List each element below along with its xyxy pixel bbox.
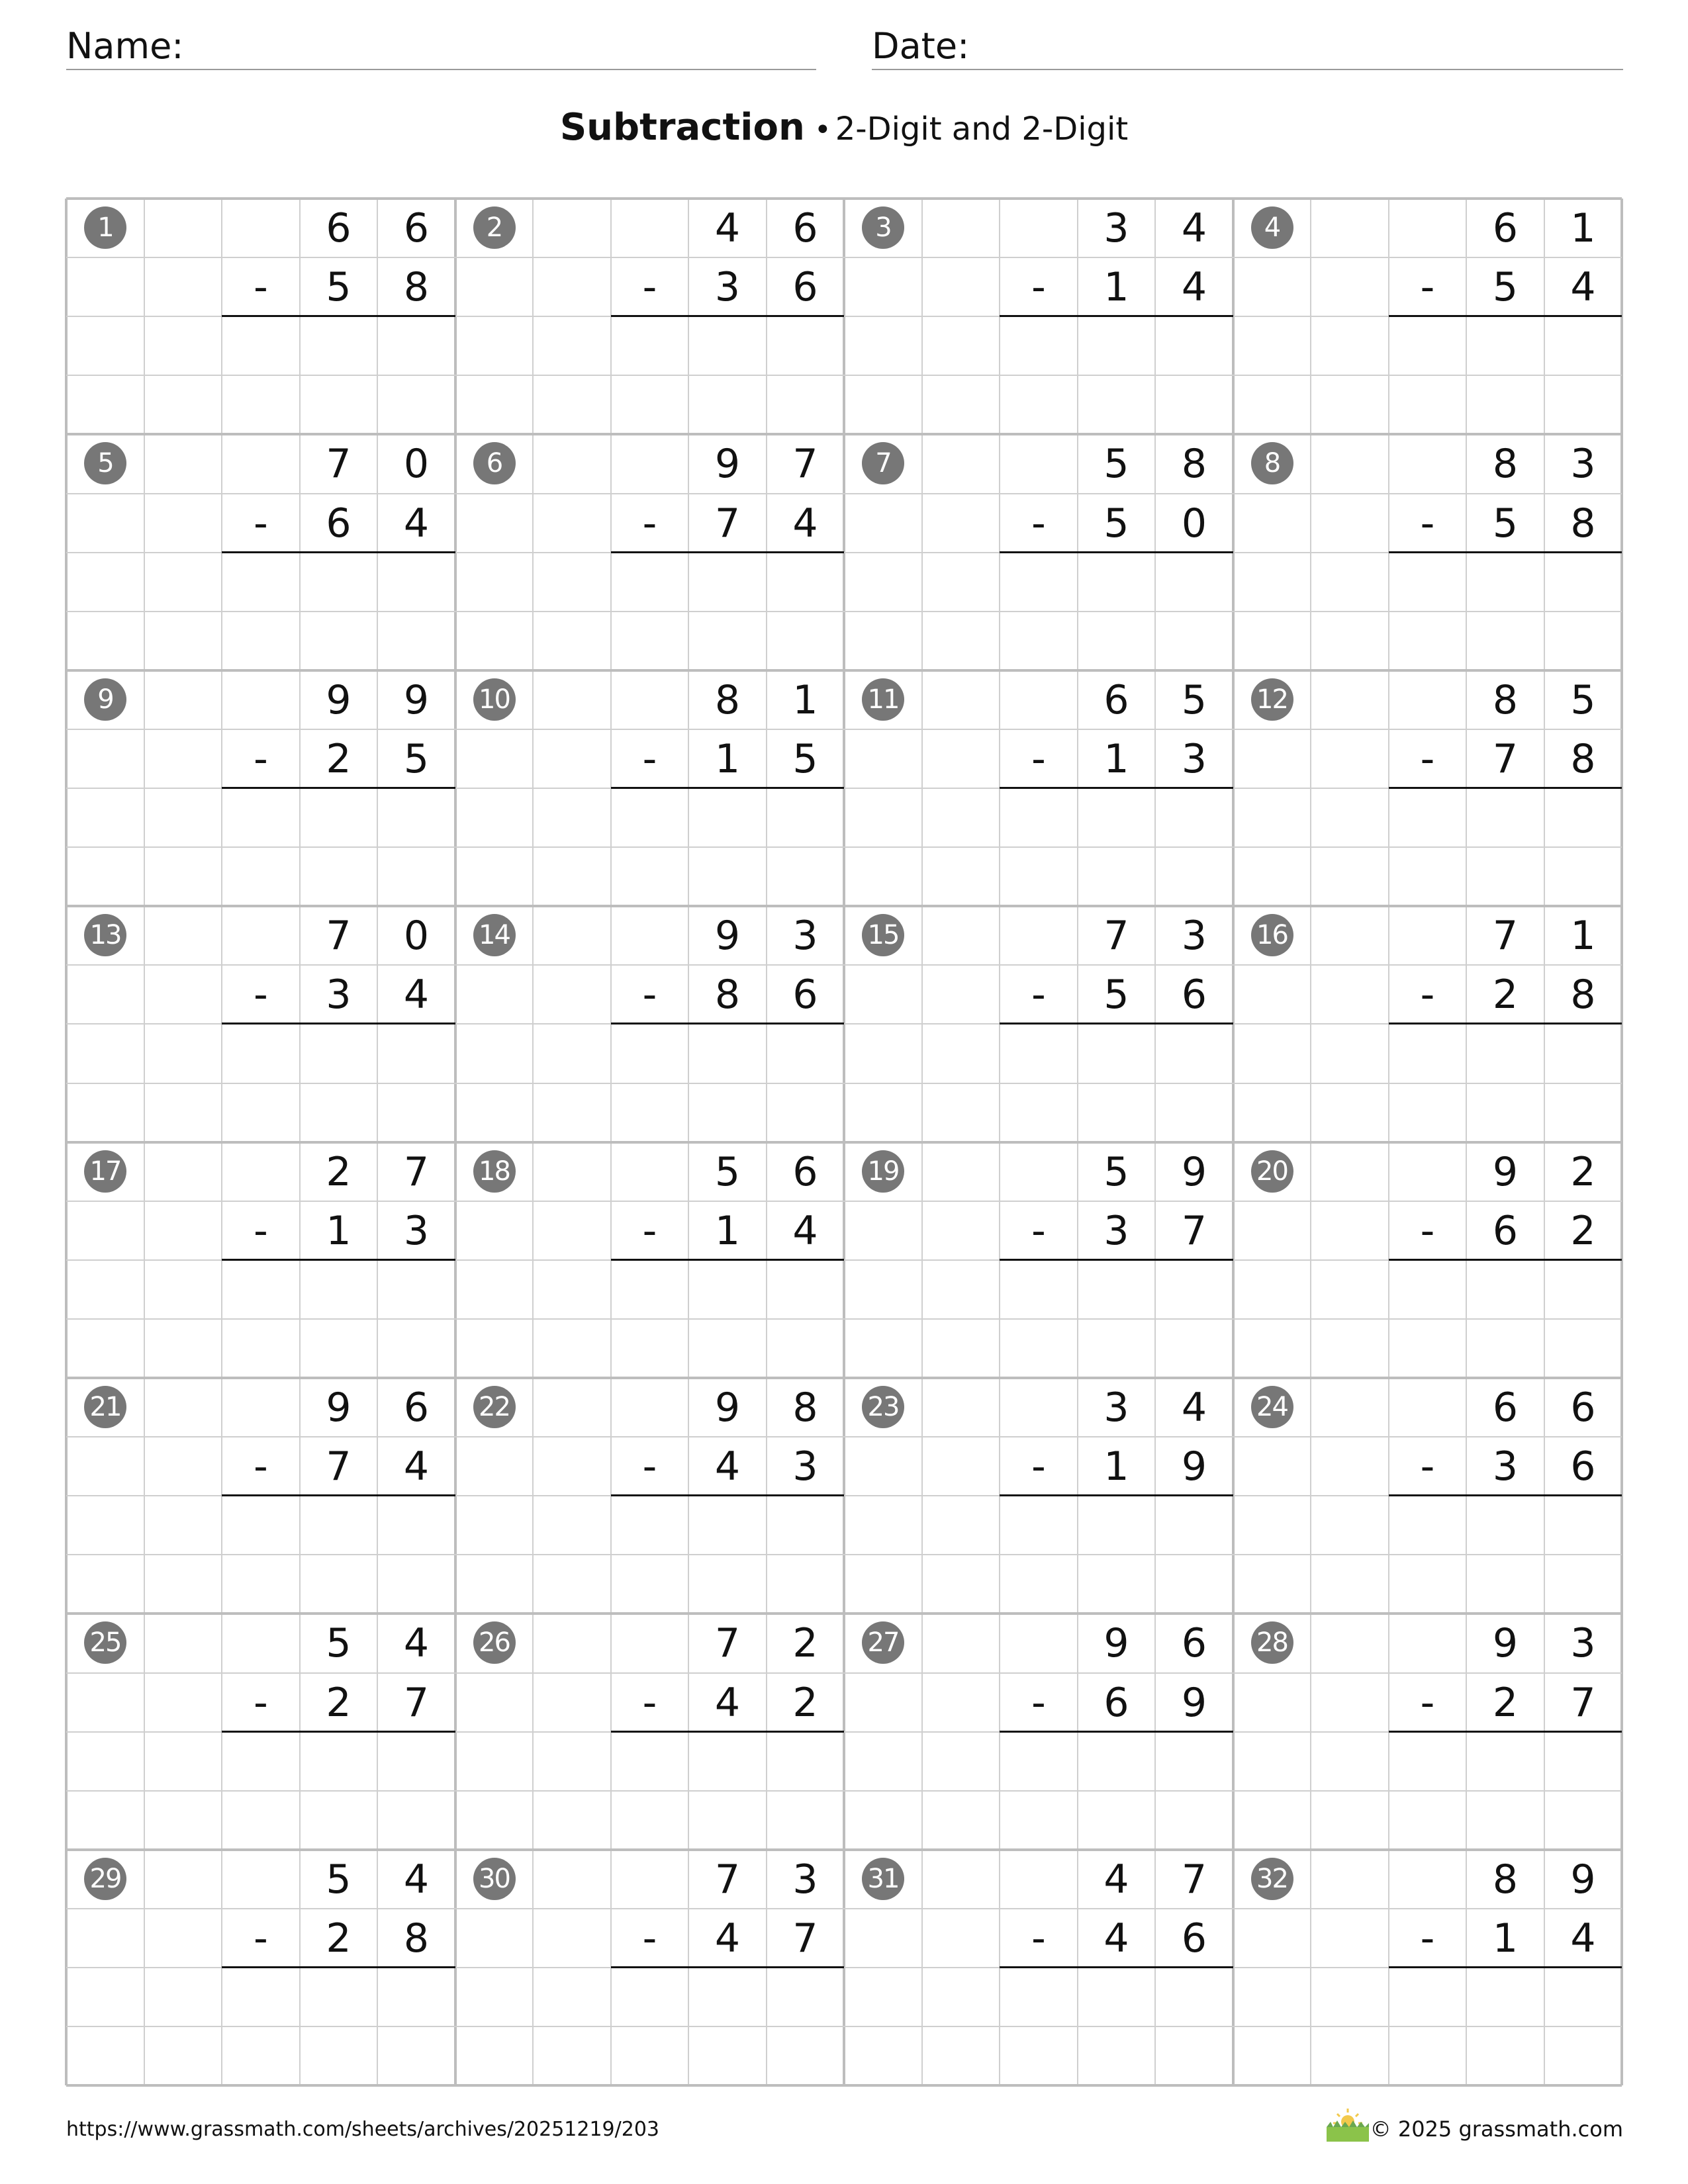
date-label: Date: [872, 25, 970, 67]
answer-underline [222, 1023, 455, 1024]
problem-number-badge: 25 [84, 1621, 126, 1664]
answer-underline [222, 787, 455, 789]
subtrahend-tens-digit: 4 [1103, 1915, 1129, 1962]
subtrahend-ones-digit: 8 [403, 264, 430, 311]
minuend-ones-digit: 5 [1570, 676, 1596, 723]
answer-underline [222, 1731, 455, 1733]
problem-number-badge: 7 [862, 442, 904, 484]
minuend-tens-digit: 7 [714, 1856, 741, 1903]
answer-underline [1389, 315, 1622, 317]
minus-sign: - [1031, 1207, 1046, 1254]
minus-sign: - [1031, 735, 1046, 782]
title-main: Subtraction [559, 106, 805, 149]
answer-underline [1000, 315, 1233, 317]
answer-underline [1389, 1494, 1622, 1496]
subtrahend-ones-digit: 6 [1181, 1915, 1207, 1962]
minus-sign: - [642, 1915, 657, 1962]
subtrahend-ones-digit: 4 [403, 1443, 430, 1490]
grid-hline [66, 493, 1622, 494]
minuend-tens-digit: 5 [714, 1148, 741, 1195]
minus-sign: - [254, 1443, 268, 1490]
problem-number-badge: 29 [84, 1858, 126, 1900]
subtrahend-tens-digit: 1 [714, 1207, 741, 1254]
answer-underline [222, 1494, 455, 1496]
problem-number-badge: 16 [1251, 914, 1293, 956]
minuend-ones-digit: 9 [1181, 1148, 1207, 1195]
answer-underline [1000, 1731, 1233, 1733]
subtrahend-tens-digit: 2 [1492, 1679, 1519, 1726]
answer-underline [1000, 1023, 1233, 1024]
minuend-tens-digit: 9 [1492, 1148, 1519, 1195]
subtrahend-tens-digit: 5 [1492, 500, 1519, 547]
minuend-tens-digit: 5 [326, 1620, 352, 1667]
grid-hline [66, 1141, 1622, 1144]
minuend-tens-digit: 9 [1103, 1620, 1129, 1667]
minuend-tens-digit: 6 [1492, 205, 1519, 251]
answer-underline [222, 551, 455, 553]
subtrahend-tens-digit: 2 [326, 1915, 352, 1962]
problem-number-badge: 22 [473, 1386, 516, 1428]
answer-underline [1389, 551, 1622, 553]
minuend-tens-digit: 8 [1492, 676, 1519, 723]
subtrahend-tens-digit: 1 [326, 1207, 352, 1254]
minuend-ones-digit: 5 [1181, 676, 1207, 723]
problem-number-badge: 15 [862, 914, 904, 956]
subtrahend-ones-digit: 4 [1181, 264, 1207, 311]
minus-sign: - [1420, 500, 1435, 547]
grid-hline [66, 2084, 1622, 2087]
subtrahend-tens-digit: 5 [1492, 264, 1519, 311]
minus-sign: - [254, 972, 268, 1019]
minuend-tens-digit: 9 [714, 913, 741, 960]
grid-hline [66, 1790, 1622, 1792]
subtrahend-tens-digit: 5 [1103, 972, 1129, 1019]
answer-underline [611, 1259, 845, 1261]
problem-number-badge: 19 [862, 1150, 904, 1193]
minus-sign: - [642, 972, 657, 1019]
minus-sign: - [1420, 1207, 1435, 1254]
problem-number-badge: 26 [473, 1621, 516, 1664]
minuend-tens-digit: 5 [326, 1856, 352, 1903]
subtrahend-ones-digit: 8 [1570, 735, 1596, 782]
subtrahend-tens-digit: 2 [326, 735, 352, 782]
minuend-ones-digit: 7 [403, 1148, 430, 1195]
subtrahend-tens-digit: 2 [1492, 972, 1519, 1019]
answer-underline [611, 1494, 845, 1496]
grid-hline [66, 1083, 1622, 1084]
answer-underline [222, 1966, 455, 1968]
subtrahend-ones-digit: 3 [1181, 735, 1207, 782]
minuend-ones-digit: 8 [1181, 441, 1207, 488]
minuend-ones-digit: 4 [403, 1856, 430, 1903]
minus-sign: - [1031, 1679, 1046, 1726]
minuend-tens-digit: 6 [1103, 676, 1129, 723]
minus-sign: - [254, 735, 268, 782]
minus-sign: - [1031, 264, 1046, 311]
answer-underline [1000, 787, 1233, 789]
subtrahend-tens-digit: 3 [714, 264, 741, 311]
minuend-tens-digit: 3 [1103, 205, 1129, 251]
subtrahend-tens-digit: 6 [1103, 1679, 1129, 1726]
minuend-ones-digit: 4 [1181, 205, 1207, 251]
problem-number-badge: 3 [862, 206, 904, 249]
answer-underline [1000, 1494, 1233, 1496]
answer-underline [1389, 1731, 1622, 1733]
subtrahend-ones-digit: 2 [1570, 1207, 1596, 1254]
subtrahend-ones-digit: 7 [792, 1915, 818, 1962]
minus-sign: - [254, 1915, 268, 1962]
minus-sign: - [1031, 972, 1046, 1019]
minus-sign: - [254, 264, 268, 311]
subtrahend-tens-digit: 3 [1103, 1207, 1129, 1254]
minus-sign: - [1031, 1443, 1046, 1490]
minuend-ones-digit: 6 [792, 205, 818, 251]
minuend-ones-digit: 1 [1570, 913, 1596, 960]
answer-underline [1389, 1966, 1622, 1968]
minuend-tens-digit: 7 [714, 1620, 741, 1667]
problem-number-badge: 2 [473, 206, 516, 249]
subtrahend-ones-digit: 6 [1181, 972, 1207, 1019]
subtrahend-ones-digit: 3 [403, 1207, 430, 1254]
minuend-ones-digit: 3 [1570, 441, 1596, 488]
minuend-ones-digit: 4 [403, 1620, 430, 1667]
problem-number-badge: 8 [1251, 442, 1293, 484]
subtrahend-ones-digit: 7 [1181, 1207, 1207, 1254]
name-label: Name: [66, 25, 184, 67]
minus-sign: - [1420, 264, 1435, 311]
answer-underline [222, 315, 455, 317]
answer-underline [222, 1259, 455, 1261]
subtrahend-tens-digit: 3 [326, 972, 352, 1019]
minuend-ones-digit: 3 [792, 1856, 818, 1903]
problem-number-badge: 6 [473, 442, 516, 484]
subtrahend-tens-digit: 6 [1492, 1207, 1519, 1254]
minuend-ones-digit: 0 [403, 441, 430, 488]
subtrahend-ones-digit: 4 [792, 500, 818, 547]
minuend-tens-digit: 9 [714, 1385, 741, 1431]
problem-number-badge: 13 [84, 914, 126, 956]
answer-underline [1000, 1259, 1233, 1261]
problem-number-badge: 28 [1251, 1621, 1293, 1664]
minus-sign: - [1031, 500, 1046, 547]
subtrahend-tens-digit: 1 [1103, 264, 1129, 311]
subtrahend-tens-digit: 4 [714, 1915, 741, 1962]
title-separator: • [814, 113, 831, 147]
minuend-ones-digit: 1 [1570, 205, 1596, 251]
minus-sign: - [1420, 1915, 1435, 1962]
minuend-ones-digit: 7 [1181, 1856, 1207, 1903]
minus-sign: - [1420, 1679, 1435, 1726]
problem-number-badge: 14 [473, 914, 516, 956]
minuend-ones-digit: 3 [1570, 1620, 1596, 1667]
subtrahend-ones-digit: 7 [403, 1679, 430, 1726]
minuend-ones-digit: 3 [1181, 913, 1207, 960]
subtrahend-ones-digit: 6 [792, 972, 818, 1019]
problem-number-badge: 10 [473, 678, 516, 721]
minuend-tens-digit: 4 [714, 205, 741, 251]
minuend-tens-digit: 5 [1103, 441, 1129, 488]
minuend-ones-digit: 6 [792, 1148, 818, 1195]
answer-underline [611, 551, 845, 553]
subtrahend-ones-digit: 6 [792, 264, 818, 311]
subtrahend-tens-digit: 4 [714, 1443, 741, 1490]
minus-sign: - [642, 1207, 657, 1254]
minuend-ones-digit: 2 [1570, 1148, 1596, 1195]
answer-underline [1389, 1259, 1622, 1261]
grid-hline [66, 257, 1622, 258]
minuend-tens-digit: 7 [326, 913, 352, 960]
grid-hline [66, 197, 1622, 200]
minuend-ones-digit: 1 [792, 676, 818, 723]
grid-hline [66, 1318, 1622, 1320]
subtrahend-tens-digit: 1 [1103, 735, 1129, 782]
minuend-tens-digit: 3 [1103, 1385, 1129, 1431]
answer-underline [1000, 1966, 1233, 1968]
minuend-tens-digit: 8 [1492, 1856, 1519, 1903]
problem-number-badge: 31 [862, 1858, 904, 1900]
subtrahend-tens-digit: 2 [326, 1679, 352, 1726]
problem-number-badge: 23 [862, 1386, 904, 1428]
problem-number-badge: 24 [1251, 1386, 1293, 1428]
minuend-ones-digit: 9 [403, 676, 430, 723]
subtrahend-ones-digit: 4 [1570, 1915, 1596, 1962]
problem-number-badge: 18 [473, 1150, 516, 1193]
minuend-tens-digit: 7 [1492, 913, 1519, 960]
subtrahend-ones-digit: 8 [1570, 500, 1596, 547]
answer-underline [611, 1023, 845, 1024]
minuend-tens-digit: 4 [1103, 1856, 1129, 1903]
minus-sign: - [1420, 1443, 1435, 1490]
minuend-ones-digit: 7 [792, 441, 818, 488]
footer-copyright: © 2025 grassmath.com [1370, 2116, 1623, 2142]
minuend-tens-digit: 6 [1492, 1385, 1519, 1431]
grid-hline [66, 1672, 1622, 1674]
problem-number-badge: 21 [84, 1386, 126, 1428]
subtrahend-ones-digit: 7 [1570, 1679, 1596, 1726]
minuend-ones-digit: 0 [403, 913, 430, 960]
grid-hline [66, 964, 1622, 966]
grid-hline [66, 433, 1622, 435]
subtrahend-tens-digit: 7 [326, 1443, 352, 1490]
answer-underline [1389, 787, 1622, 789]
minuend-ones-digit: 3 [792, 913, 818, 960]
answer-underline [611, 315, 845, 317]
answer-underline [1389, 1023, 1622, 1024]
problem-number-badge: 32 [1251, 1858, 1293, 1900]
subtrahend-tens-digit: 3 [1492, 1443, 1519, 1490]
subtrahend-ones-digit: 9 [1181, 1679, 1207, 1726]
minus-sign: - [642, 1443, 657, 1490]
problem-number-badge: 17 [84, 1150, 126, 1193]
subtrahend-ones-digit: 8 [403, 1915, 430, 1962]
grid-hline [66, 1377, 1622, 1379]
answer-underline [611, 1731, 845, 1733]
minuend-tens-digit: 9 [714, 441, 741, 488]
problem-number-badge: 1 [84, 206, 126, 249]
grid-hline [66, 1201, 1622, 1202]
grid-hline [66, 1612, 1622, 1615]
minuend-ones-digit: 2 [792, 1620, 818, 1667]
subtrahend-tens-digit: 5 [1103, 500, 1129, 547]
subtrahend-ones-digit: 5 [403, 735, 430, 782]
grid-hline [66, 669, 1622, 672]
minuend-ones-digit: 6 [403, 1385, 430, 1431]
minuend-tens-digit: 8 [714, 676, 741, 723]
grid-hline [66, 846, 1622, 848]
answer-underline [611, 787, 845, 789]
grid-hline [66, 2026, 1622, 2027]
answer-underline [1000, 551, 1233, 553]
subtrahend-ones-digit: 2 [792, 1679, 818, 1726]
minus-sign: - [642, 1679, 657, 1726]
subtrahend-ones-digit: 3 [792, 1443, 818, 1490]
minus-sign: - [1420, 972, 1435, 1019]
minuend-tens-digit: 9 [326, 1385, 352, 1431]
grass-sun-logo-icon [1324, 2105, 1372, 2144]
subtrahend-tens-digit: 1 [714, 735, 741, 782]
grid-hline [66, 1848, 1622, 1851]
minus-sign: - [642, 735, 657, 782]
subtrahend-ones-digit: 4 [403, 972, 430, 1019]
minus-sign: - [1420, 735, 1435, 782]
grid-hline [66, 1908, 1622, 1909]
grid-hline [66, 729, 1622, 730]
problem-number-badge: 5 [84, 442, 126, 484]
subtrahend-tens-digit: 6 [326, 500, 352, 547]
subtrahend-ones-digit: 6 [1570, 1443, 1596, 1490]
subtrahend-ones-digit: 4 [403, 500, 430, 547]
subtrahend-tens-digit: 7 [1492, 735, 1519, 782]
minuend-tens-digit: 9 [326, 676, 352, 723]
grid-hline [66, 375, 1622, 376]
subtrahend-tens-digit: 8 [714, 972, 741, 1019]
minuend-tens-digit: 6 [326, 205, 352, 251]
subtrahend-ones-digit: 4 [1570, 264, 1596, 311]
subtrahend-tens-digit: 1 [1492, 1915, 1519, 1962]
minus-sign: - [254, 1207, 268, 1254]
subtrahend-ones-digit: 4 [792, 1207, 818, 1254]
problem-number-badge: 12 [1251, 678, 1293, 721]
problem-number-badge: 30 [473, 1858, 516, 1900]
minus-sign: - [642, 500, 657, 547]
grid-hline [66, 1554, 1622, 1555]
subtrahend-tens-digit: 4 [714, 1679, 741, 1726]
minus-sign: - [642, 264, 657, 311]
subtrahend-ones-digit: 9 [1181, 1443, 1207, 1490]
problem-number-badge: 4 [1251, 206, 1293, 249]
minuend-tens-digit: 7 [1103, 913, 1129, 960]
minus-sign: - [254, 1679, 268, 1726]
minuend-tens-digit: 8 [1492, 441, 1519, 488]
problem-number-badge: 11 [862, 678, 904, 721]
answer-underline [611, 1966, 845, 1968]
subtrahend-tens-digit: 1 [1103, 1443, 1129, 1490]
footer-url: https://www.grassmath.com/sheets/archives/20251219/203 [66, 2118, 660, 2141]
grid-hline [66, 905, 1622, 907]
problem-number-badge: 20 [1251, 1150, 1293, 1193]
minuend-ones-digit: 6 [403, 205, 430, 251]
minuend-tens-digit: 5 [1103, 1148, 1129, 1195]
minus-sign: - [1031, 1915, 1046, 1962]
title-subtitle: 2-Digit and 2-Digit [835, 111, 1129, 148]
minuend-ones-digit: 6 [1570, 1385, 1596, 1431]
minuend-tens-digit: 9 [1492, 1620, 1519, 1667]
subtrahend-ones-digit: 8 [1570, 972, 1596, 1019]
problem-number-badge: 9 [84, 678, 126, 721]
minuend-ones-digit: 8 [792, 1385, 818, 1431]
minuend-tens-digit: 2 [326, 1148, 352, 1195]
minuend-ones-digit: 9 [1570, 1856, 1596, 1903]
grid-hline [66, 1436, 1622, 1437]
subtrahend-ones-digit: 0 [1181, 500, 1207, 547]
problem-number-badge: 27 [862, 1621, 904, 1664]
subtrahend-ones-digit: 5 [792, 735, 818, 782]
minus-sign: - [254, 500, 268, 547]
minuend-ones-digit: 6 [1181, 1620, 1207, 1667]
minuend-ones-digit: 4 [1181, 1385, 1207, 1431]
subtrahend-tens-digit: 5 [326, 264, 352, 311]
subtrahend-tens-digit: 7 [714, 500, 741, 547]
grid-hline [66, 611, 1622, 612]
minuend-tens-digit: 7 [326, 441, 352, 488]
